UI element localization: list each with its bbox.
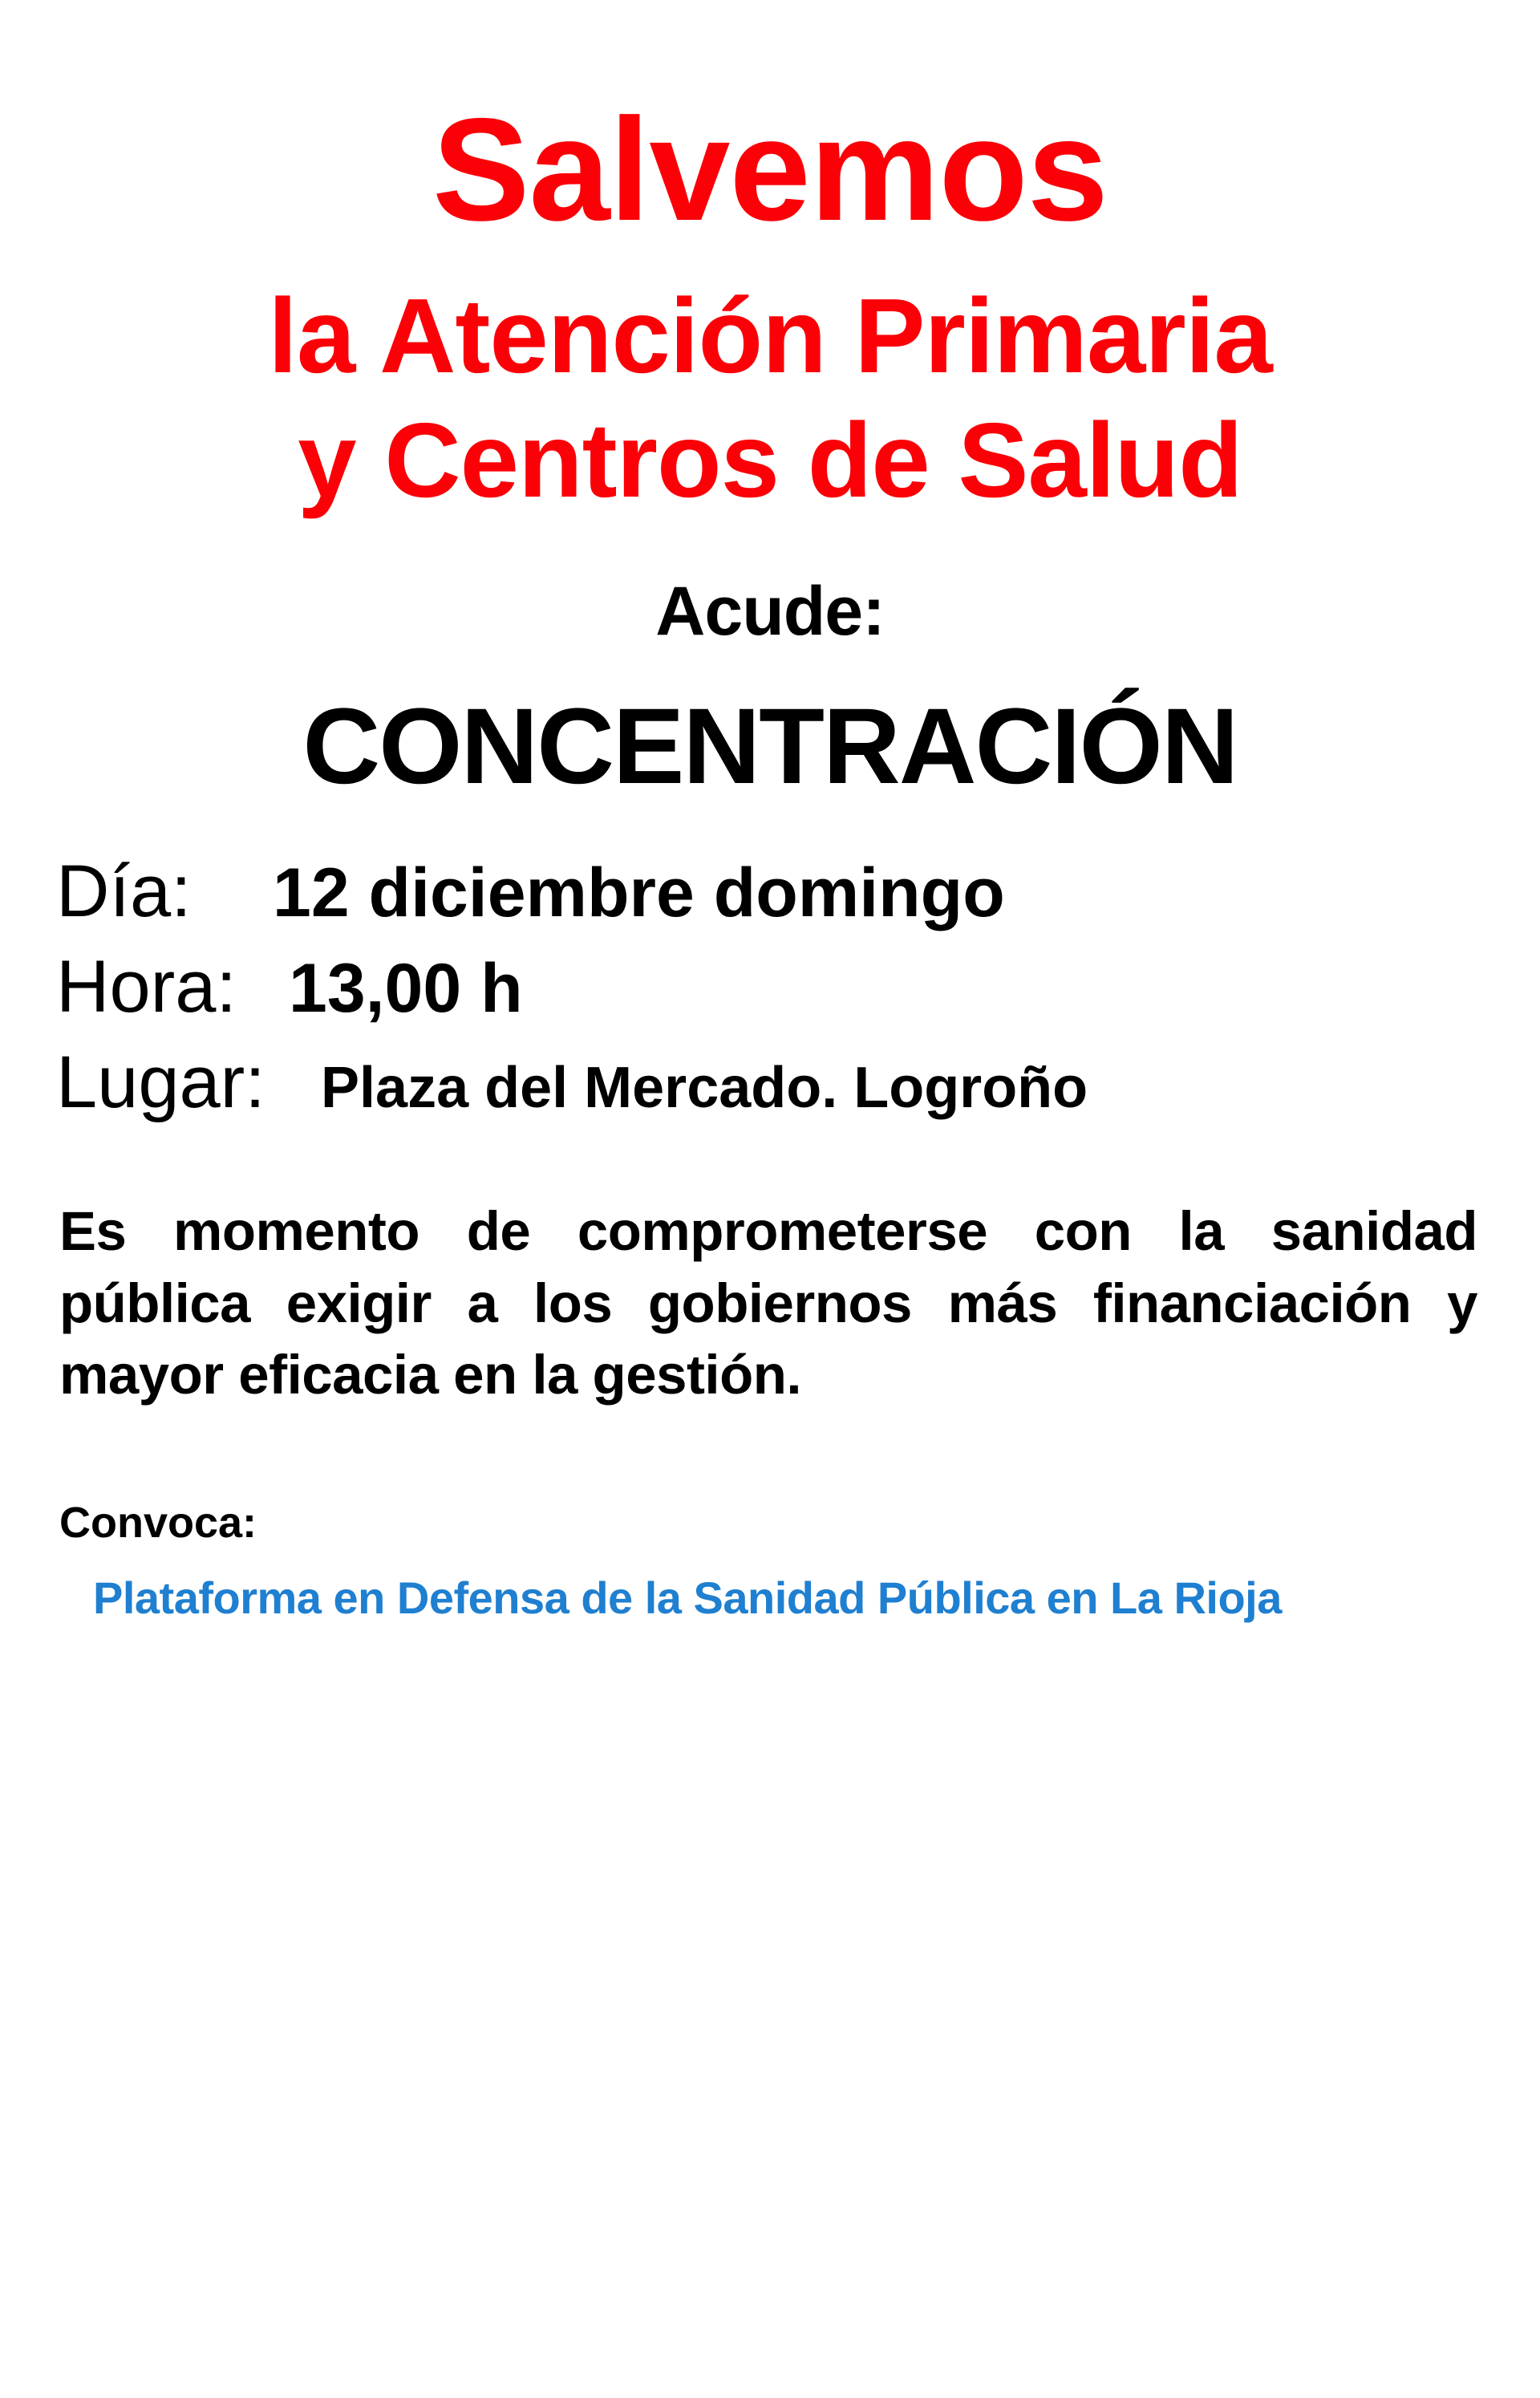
poster-footer (48, 1411, 1492, 1624)
detail-value-time: 13,00 h (289, 950, 523, 1028)
detail-value-date: 12 diciembre domingo (273, 854, 1005, 932)
poster-headline (48, 0, 1492, 517)
call-to-action-text: Acude: (655, 573, 885, 651)
convoca-label: Convoca: (59, 1499, 257, 1548)
organizer-name: Plataforma en Defensa de la Sanidad Pública en La Rioja (93, 1572, 1282, 1624)
poster-body-text: Es momento de comprometerse con la sanidad pública exigir a los gobiernos más financiación y mayor eficacia en la gestión. (59, 1200, 1477, 1406)
event-details (48, 808, 1492, 1136)
detail-row-date (56, 850, 1492, 945)
detail-label-date: Día: (56, 850, 192, 933)
detail-label-place: Lugar: (56, 1041, 265, 1124)
headline-line-2: la Atención Primaria (268, 277, 1272, 395)
headline-line-3: y Centros de Salud (298, 400, 1242, 519)
event-type-title: CONCENTRACIÓN (302, 687, 1238, 807)
headline-line-1: Salvemos (432, 87, 1108, 251)
detail-label-time: Hora: (56, 946, 237, 1029)
detail-row-place (56, 1041, 1492, 1136)
detail-row-time (56, 945, 1492, 1041)
detail-value-place: Plaza del Mercado. Logroño (321, 1056, 1088, 1121)
